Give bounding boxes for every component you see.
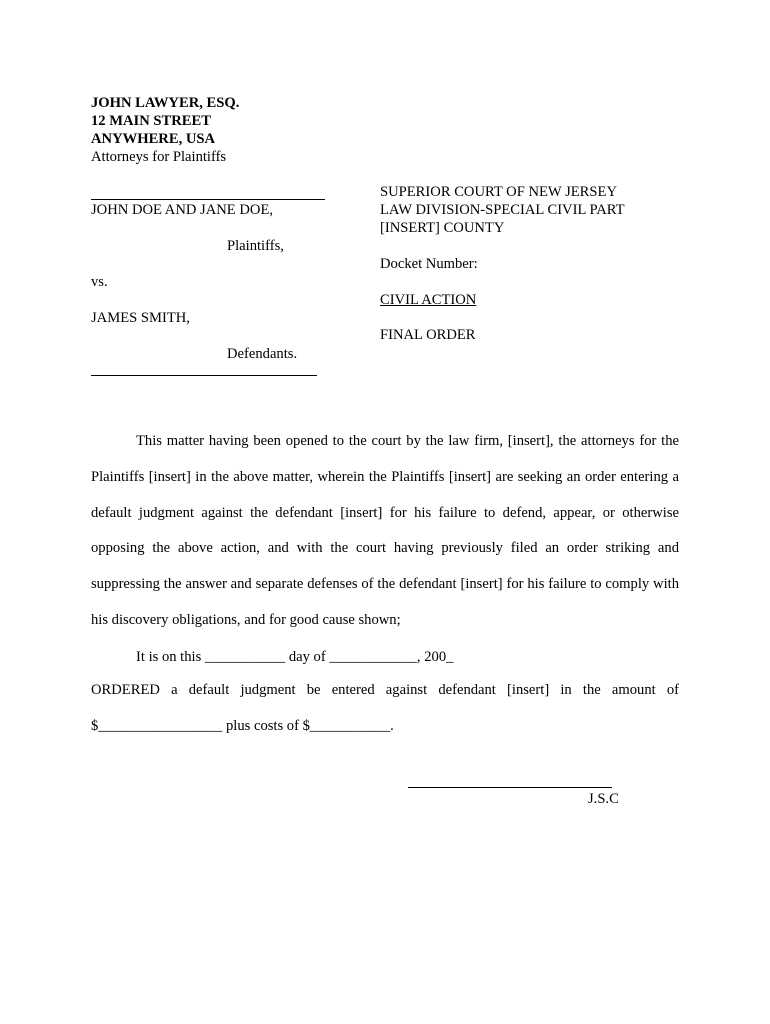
caption-bottom-rule <box>91 375 317 376</box>
attorney-role: Attorneys for Plaintiffs <box>91 149 227 165</box>
final-order-title: FINAL ORDER <box>380 327 476 343</box>
ordered-paragraph-text: ORDERED a default judgment be entered against defendant [insert] in the amount of $_________________ plus costs of $___________. <box>91 682 679 734</box>
docket-number-label: Docket Number: <box>380 256 478 272</box>
court-county: [INSERT] COUNTY <box>380 220 505 236</box>
civil-action-label: CIVIL ACTION <box>380 292 477 308</box>
plaintiffs-label: Plaintiffs, <box>227 238 284 254</box>
caption-top-rule <box>91 199 325 200</box>
attorney-street: 12 MAIN STREET <box>91 113 212 129</box>
ordered-paragraph <box>91 673 679 745</box>
signature-line <box>408 787 612 788</box>
body-paragraph <box>91 424 679 639</box>
court-division: LAW DIVISION-SPECIAL CIVIL PART <box>380 202 625 218</box>
body-paragraph-text: This matter having been opened to the court by the law firm, [insert], the attorneys for the Plaintiffs [insert] in the above matter, wherein the Plaintiffs [insert] are seeking an order entering a default judgment against the defendant [insert] for his failure to defend, appear, or otherwise opposing the above action, and with the court having previously filed an order striking and suppressing the answer and separate defenses of the defendant [insert] for his failure to comply with his discovery obligations, and for good cause shown; <box>91 433 679 628</box>
attorney-name: JOHN LAWYER, ESQ. <box>91 95 240 111</box>
versus-label: vs. <box>91 274 108 290</box>
court-name: SUPERIOR COURT OF NEW JERSEY <box>380 184 617 200</box>
plaintiffs-names: JOHN DOE AND JANE DOE, <box>91 202 274 218</box>
judge-title: J.S.C <box>588 791 619 807</box>
defendant-name: JAMES SMITH, <box>91 310 190 326</box>
defendants-label: Defendants. <box>227 346 298 362</box>
attorney-city: ANYWHERE, USA <box>91 131 216 147</box>
date-line: It is on this ___________ day of ____________, 200_ <box>136 649 454 665</box>
